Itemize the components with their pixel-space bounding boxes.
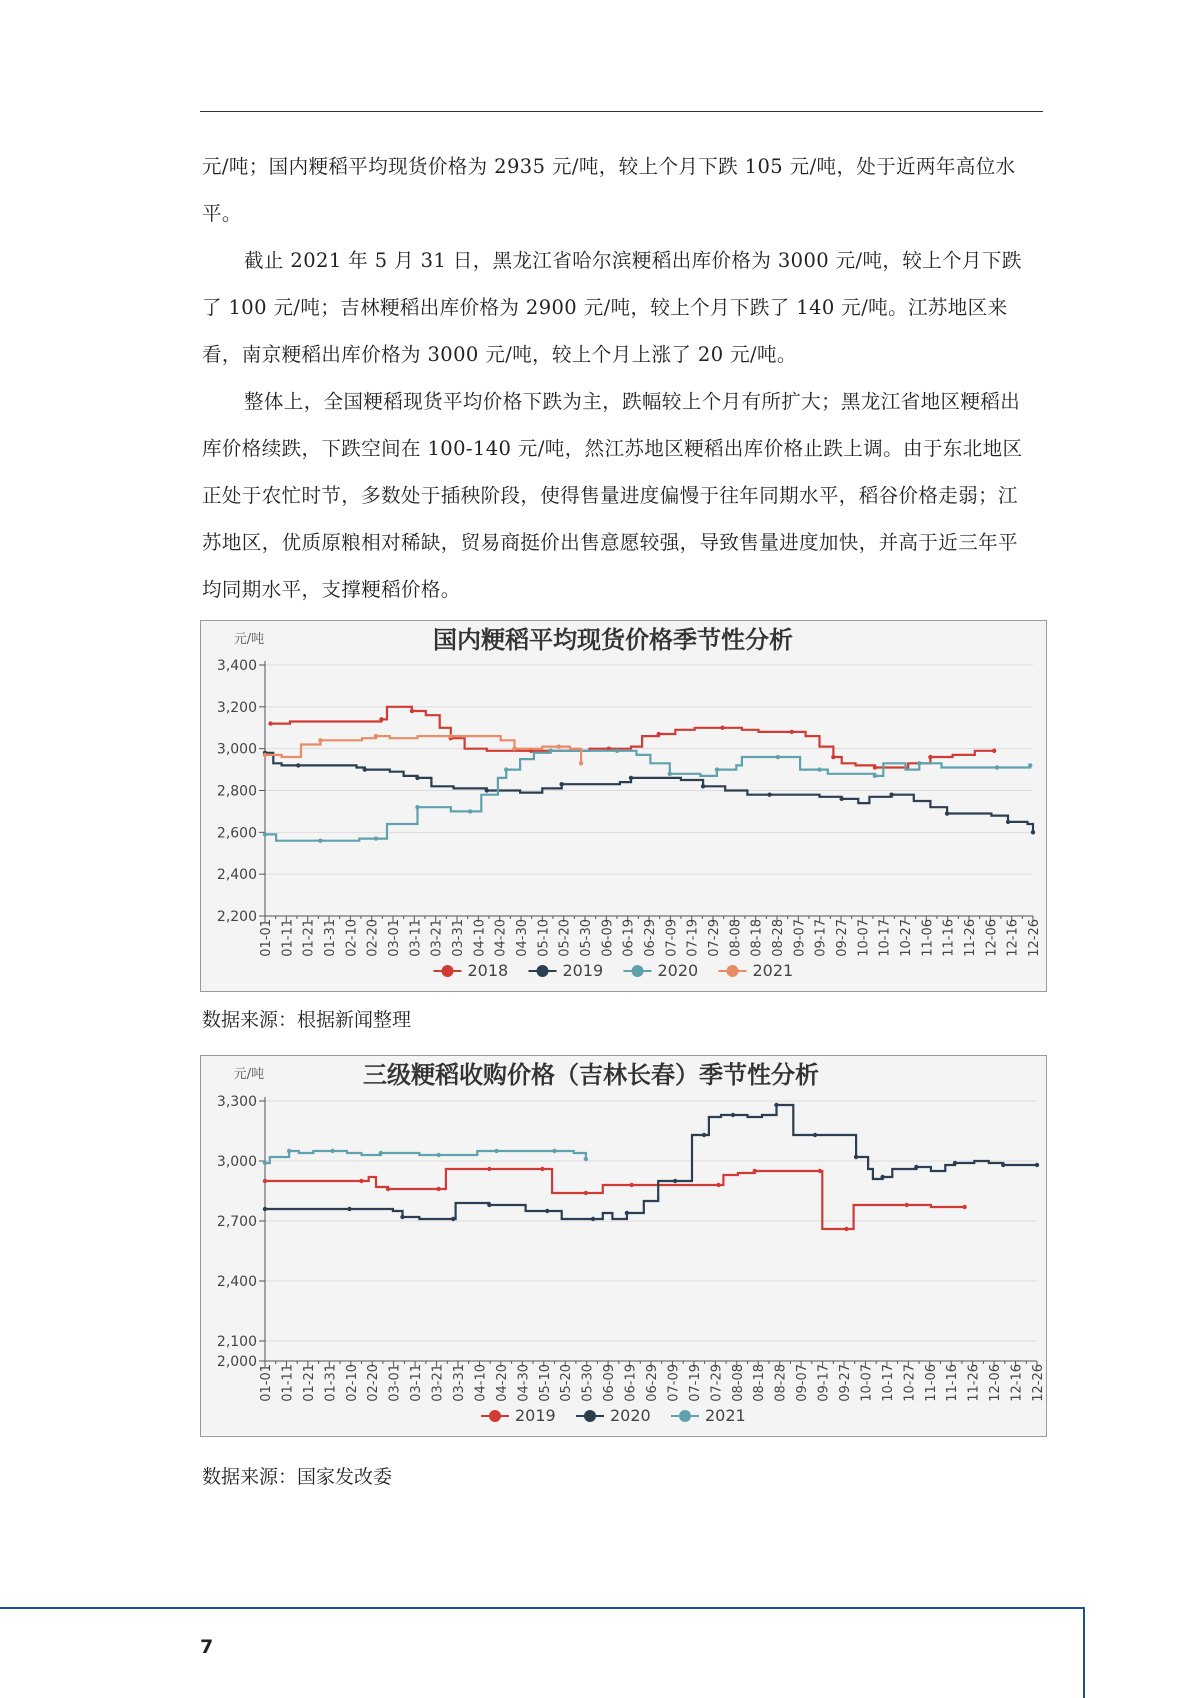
x-tick-label: 07-29 [709,1364,725,1402]
series-point-2020 [731,1113,735,1117]
legend-marker-2019 [489,1410,501,1422]
header-rule [200,111,1043,112]
x-tick-label: 01-31 [323,919,338,957]
chart-title: 国内粳稻平均现货价格季节性分析 [433,626,793,654]
x-tick-label: 02-10 [344,1364,360,1402]
series-point-2019 [485,788,489,792]
series-point-2020 [673,1179,677,1183]
x-tick-label: 07-09 [664,919,680,957]
series-point-2021 [263,1161,267,1165]
series-line-2020 [265,1105,1037,1219]
series-point-2020 [468,809,472,813]
series-point-2019 [844,1227,848,1231]
x-tick-label: 07-29 [707,919,722,957]
x-tick-label: 04-20 [493,919,509,957]
series-point-2019 [889,792,893,796]
series-point-2018 [268,721,272,725]
series-point-2020 [548,749,552,753]
chart-rice-spot-price [200,620,1047,992]
series-point-2021 [437,1153,441,1157]
series-point-2020 [263,1207,267,1211]
y-axis-unit: 元/吨 [233,632,265,647]
x-tick-label: 07-09 [666,1364,682,1402]
x-tick-label: 09-27 [835,919,850,957]
y-tick-label: 3,000 [216,1154,257,1170]
x-tick-label: 05-10 [537,1364,553,1402]
series-point-2019 [540,1167,544,1171]
series-point-2020 [487,1203,491,1207]
series-point-2018 [410,709,414,713]
series-point-2021 [379,1151,383,1155]
footer-rule-vertical [1083,1607,1085,1698]
series-point-2021 [449,734,453,738]
x-tick-label: 10-17 [877,919,893,957]
legend-marker-2021 [679,1410,691,1422]
x-tick-label: 01-21 [301,1364,317,1402]
legend-marker-2020 [584,1410,596,1422]
y-tick-label: 2,200 [216,909,257,925]
y-tick-label: 3,000 [216,741,257,758]
series-point-2019 [716,1183,720,1187]
series-point-2020 [880,1175,884,1179]
x-tick-label: 04-10 [473,1364,489,1402]
x-tick-label: 12-06 [984,919,1000,957]
series-point-2020 [668,772,672,776]
y-tick-label: 2,400 [216,867,257,884]
x-tick-label: 11-26 [963,919,978,957]
y-axis-unit: 元/吨 [233,1067,265,1082]
x-tick-label: 08-28 [773,1364,789,1402]
legend-marker-2020 [632,965,644,977]
series-point-2019 [415,776,419,780]
series-point-2019 [296,763,300,767]
series-point-2021 [263,753,267,757]
series-point-2020 [1035,1163,1039,1167]
series-point-2020 [702,1133,706,1137]
x-tick-label: 06-19 [623,1364,639,1402]
x-tick-label: 01-31 [323,1364,339,1402]
x-tick-label: 09-07 [792,919,808,957]
x-tick-label: 01-01 [259,1364,274,1402]
chart-jilin-purchase-price-svg [201,1056,1046,1436]
y-tick-label: 2,000 [216,1354,257,1370]
series-point-2019 [962,1205,966,1209]
x-tick-label: 12-16 [1009,1364,1025,1402]
series-point-2019 [701,784,705,788]
y-tick-label: 2,700 [216,1214,257,1230]
x-tick-label: 11-06 [920,919,936,957]
series-point-2018 [831,755,835,759]
x-tick-label: 04-10 [472,919,488,957]
x-tick-label: 10-07 [856,919,872,957]
footer-rule [0,1607,1084,1609]
x-tick-label: 09-27 [838,1364,853,1402]
series-point-2019 [753,1169,757,1173]
x-tick-label: 05-20 [557,919,573,957]
series-point-2020 [715,767,719,771]
series-point-2021 [579,761,583,765]
series-point-2019 [839,797,843,801]
series-point-2019 [263,1179,267,1183]
x-tick-label: 02-20 [366,1364,382,1402]
y-tick-label: 2,800 [216,783,257,800]
series-point-2018 [928,755,932,759]
series-point-2021 [374,734,378,738]
legend-label-2021: 2021 [752,961,794,980]
series-point-2021 [287,1149,291,1153]
x-tick-label: 07-19 [685,919,701,957]
y-tick-label: 3,400 [216,658,257,674]
series-point-2019 [767,792,771,796]
x-tick-label: 10-27 [899,919,914,957]
x-tick-label: 03-01 [387,919,402,957]
chart-title: 三级粳稻收购价格（吉林长春）季节性分析 [363,1061,819,1089]
x-tick-label: 09-17 [813,919,829,957]
series-point-2020 [854,1155,858,1159]
legend-label-2019: 2019 [515,1406,556,1425]
series-point-2020 [776,755,780,759]
legend-marker-2021 [727,965,739,977]
x-tick-label: 03-21 [429,919,445,957]
x-tick-label: 06-19 [621,919,637,957]
x-tick-label: 10-17 [880,1364,896,1402]
series-point-2020 [545,1209,549,1213]
series-point-2020 [817,767,821,771]
x-tick-label: 03-01 [387,1364,403,1402]
series-point-2020 [873,774,877,778]
source-1: 数据来源：根据新闻整理 [202,1009,412,1031]
series-point-2019 [629,776,633,780]
x-tick-label: 04-30 [515,919,530,957]
series-point-2021 [512,746,516,750]
x-tick-label: 02-20 [365,919,381,957]
series-point-2019 [584,1191,588,1195]
legend-marker-2019 [537,965,549,977]
x-tick-label: 03-21 [430,1364,446,1402]
x-tick-label: 12-16 [1005,919,1021,957]
x-tick-label: 01-11 [280,919,296,957]
x-tick-label: 09-07 [795,1364,811,1402]
legend-label-2019: 2019 [562,961,604,980]
series-point-2020 [953,1161,957,1165]
series-point-2019 [630,1183,634,1187]
x-tick-label: 05-10 [536,919,552,957]
series-point-2018 [379,717,383,721]
x-tick-label: 12-26 [1031,1364,1046,1402]
x-tick-label: 03-31 [452,1364,467,1402]
paragraph-1: 元/吨；国内粳稻平均现货价格为 2935 元/吨，较上个月下跌 105 元/吨，处于近两年高位水平。 [202,155,1016,225]
page-number: 7 [200,1636,214,1658]
series-point-2019 [945,811,949,815]
x-tick-label: 04-20 [494,1364,510,1402]
series-point-2021 [584,1157,588,1161]
series-point-2018 [873,765,877,769]
series-point-2021 [318,738,322,742]
x-tick-label: 09-17 [816,1364,832,1402]
series-point-2020 [615,749,619,753]
paragraph-3: 整体上，全国粳稻现货平均价格下跌为主，跌幅较上个月有所扩大；黑龙江省地区粳稻出库价格续跌，下跌空间在 100-140 元/吨，然江苏地区粳稻出库价格止跌上调。由于东北地区正处于农忙时节，多数处于插秧阶段，使得售量进度偏慢于往年同期水平，稻谷价格走弱；江苏地区，优质原粮相对稀缺，贸易商挺价出售意愿较强，导致售量进度加快，并高于近三年平均同期水平，支撑粳稻价格。 [202,390,1023,601]
x-tick-label: 03-11 [409,1364,425,1402]
series-point-2019 [437,1187,441,1191]
series-point-2020 [591,1217,595,1221]
x-tick-label: 06-09 [600,919,616,957]
paragraph-2: 截止 2021 年 5 月 31 日，黑龙江省哈尔滨粳稻出库价格为 3000 元/吨，较上个月下跌了 100 元/吨；吉林粳稻出库价格为 2900 元/吨，较上个月下跌了 140 元/吨。江苏地区来看，南京粳稻出库价格为 3000 元/吨，较上个月上涨了 20 元/吨。 [202,249,1022,366]
y-tick-label: 2,600 [216,825,257,842]
x-tick-label: 08-08 [730,1364,746,1402]
series-point-2020 [774,1103,778,1107]
x-tick-label: 08-18 [752,1364,768,1402]
series-point-2020 [1028,763,1032,767]
y-tick-label: 2,400 [216,1274,257,1290]
series-point-2018 [992,749,996,753]
series-point-2021 [330,1149,334,1153]
series-point-2020 [917,761,921,765]
series-point-2019 [1006,820,1010,824]
x-tick-label: 05-30 [579,919,594,957]
series-point-2021 [557,744,561,748]
x-tick-label: 12-06 [988,1364,1004,1402]
series-point-2020 [625,1211,629,1215]
x-tick-label: 10-27 [902,1364,918,1402]
x-tick-label: 11-26 [966,1364,982,1402]
legend-marker-2018 [442,965,454,977]
series-point-2019 [818,1169,822,1173]
series-point-2018 [720,726,724,730]
y-tick-label: 3,200 [216,699,257,716]
series-point-2019 [359,1179,363,1183]
x-tick-label: 03-31 [451,919,466,957]
x-tick-label: 08-28 [771,919,786,957]
series-point-2021 [494,1149,498,1153]
y-tick-label: 2,100 [216,1334,257,1350]
series-point-2020 [318,839,322,843]
x-tick-label: 05-20 [559,1364,575,1402]
x-tick-label: 11-16 [941,919,957,957]
x-tick-label: 06-29 [643,919,658,957]
legend-label-2018: 2018 [467,961,509,980]
x-tick-label: 08-08 [728,919,744,957]
x-tick-label: 11-16 [945,1364,961,1402]
x-tick-label: 10-07 [859,1364,875,1402]
series-point-2019 [386,1187,390,1191]
x-tick-label: 01-01 [259,919,274,957]
series-point-2019 [487,1167,491,1171]
series-point-2020 [400,1215,404,1219]
series-point-2020 [415,805,419,809]
x-tick-label: 01-11 [280,1364,296,1402]
x-tick-label: 05-30 [580,1364,596,1402]
series-point-2020 [263,832,267,836]
series-point-2019 [559,782,563,786]
legend-label-2020: 2020 [657,961,699,980]
series-point-2019 [905,1203,909,1207]
legend-label-2020: 2020 [610,1406,651,1425]
x-tick-label: 11-06 [923,1364,939,1402]
chart-jilin-purchase-price [200,1055,1047,1437]
x-tick-label: 08-18 [749,919,765,957]
x-tick-label: 01-21 [301,919,317,957]
series-point-2020 [374,836,378,840]
series-point-2019 [1031,830,1035,834]
series-point-2020 [451,1217,455,1221]
x-tick-label: 02-10 [344,919,360,957]
x-tick-label: 06-09 [602,1364,618,1402]
x-tick-label: 04-30 [516,1364,532,1402]
series-point-2019 [363,767,367,771]
x-tick-label: 06-29 [645,1364,660,1402]
chart-rice-spot-price-svg [201,621,1046,991]
series-point-2021 [552,1149,556,1153]
series-point-2020 [347,1207,351,1211]
series-point-2020 [813,1133,817,1137]
x-tick-label: 12-26 [1027,919,1042,957]
series-point-2020 [914,1165,918,1169]
series-point-2020 [1001,1163,1005,1167]
series-point-2020 [504,767,508,771]
series-point-2018 [790,730,794,734]
legend-label-2021: 2021 [705,1406,746,1425]
x-tick-label: 03-11 [408,919,424,957]
source-2: 数据来源：国家发改委 [202,1466,393,1488]
y-tick-label: 3,300 [216,1094,257,1110]
series-point-2018 [657,732,661,736]
x-tick-label: 07-19 [687,1364,703,1402]
series-point-2020 [995,765,999,769]
